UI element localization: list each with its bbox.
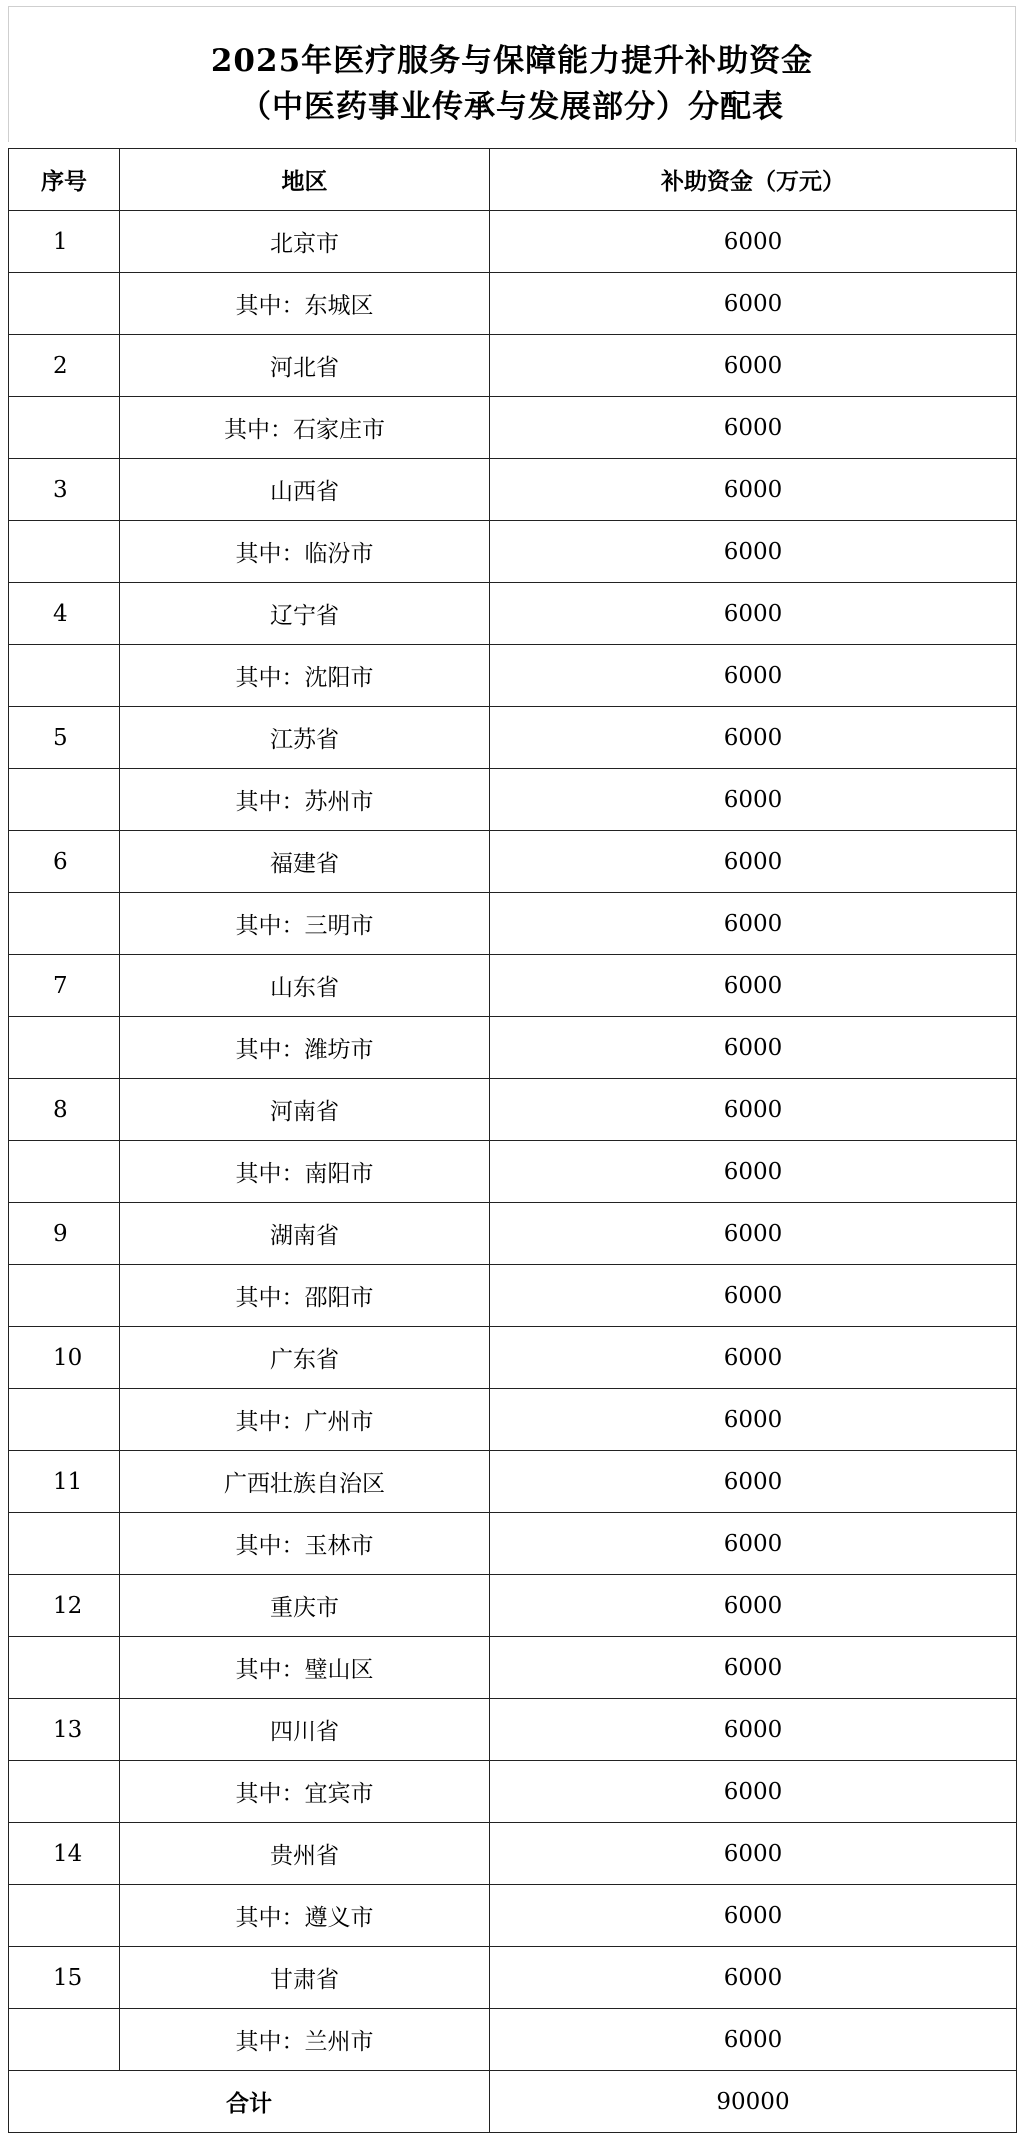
cell-serial-number — [9, 1017, 120, 1079]
cell-region: 其中：遵义市 — [120, 1885, 490, 1947]
cell-region: 江苏省 — [120, 707, 490, 769]
table-header-row — [9, 149, 1017, 211]
cell-serial-number: 9 — [9, 1203, 120, 1265]
table-row — [9, 955, 1017, 1017]
cell-subsidy-fund: 6000 — [490, 1265, 1017, 1327]
cell-region: 山西省 — [120, 459, 490, 521]
cell-serial-number: 2 — [9, 335, 120, 397]
cell-region: 广东省 — [120, 1327, 490, 1389]
cell-serial-number — [9, 645, 120, 707]
cell-subsidy-fund: 6000 — [490, 335, 1017, 397]
cell-serial-number: 7 — [9, 955, 120, 1017]
cell-region: 河北省 — [120, 335, 490, 397]
table-row — [9, 707, 1017, 769]
cell-subsidy-fund: 6000 — [490, 1885, 1017, 1947]
cell-subsidy-fund: 6000 — [490, 1017, 1017, 1079]
cell-serial-number — [9, 397, 120, 459]
table-row — [9, 397, 1017, 459]
cell-region: 辽宁省 — [120, 583, 490, 645]
table-row — [9, 1327, 1017, 1389]
cell-serial-number: 13 — [9, 1699, 120, 1761]
total-label: 合计 — [9, 2071, 490, 2133]
cell-serial-number: 12 — [9, 1575, 120, 1637]
cell-serial-number — [9, 1389, 120, 1451]
table-row — [9, 831, 1017, 893]
table-row — [9, 1451, 1017, 1513]
table-row — [9, 1141, 1017, 1203]
table-row — [9, 1761, 1017, 1823]
table-row — [9, 583, 1017, 645]
cell-region: 重庆市 — [120, 1575, 490, 1637]
total-fund: 90000 — [490, 2071, 1017, 2133]
table-row — [9, 1823, 1017, 1885]
table-row — [9, 1079, 1017, 1141]
cell-region: 甘肃省 — [120, 1947, 490, 2009]
cell-subsidy-fund: 6000 — [490, 955, 1017, 1017]
cell-subsidy-fund: 6000 — [490, 1947, 1017, 2009]
cell-serial-number — [9, 1141, 120, 1203]
cell-subsidy-fund: 6000 — [490, 583, 1017, 645]
cell-serial-number: 5 — [9, 707, 120, 769]
cell-subsidy-fund: 6000 — [490, 521, 1017, 583]
cell-subsidy-fund: 6000 — [490, 2009, 1017, 2071]
cell-region: 其中：宜宾市 — [120, 1761, 490, 1823]
cell-subsidy-fund: 6000 — [490, 1203, 1017, 1265]
cell-region: 福建省 — [120, 831, 490, 893]
cell-region: 其中：临汾市 — [120, 521, 490, 583]
cell-serial-number: 15 — [9, 1947, 120, 2009]
table-row — [9, 1947, 1017, 2009]
table-row — [9, 1265, 1017, 1327]
cell-subsidy-fund: 6000 — [490, 397, 1017, 459]
cell-subsidy-fund: 6000 — [490, 1761, 1017, 1823]
cell-serial-number — [9, 1513, 120, 1575]
cell-serial-number — [9, 769, 120, 831]
table-row — [9, 1017, 1017, 1079]
cell-serial-number — [9, 893, 120, 955]
header-region: 地区 — [120, 149, 490, 211]
cell-region: 其中：玉林市 — [120, 1513, 490, 1575]
table-row — [9, 1575, 1017, 1637]
header-serial-number: 序号 — [9, 149, 120, 211]
table-row — [9, 1389, 1017, 1451]
table-row — [9, 1885, 1017, 1947]
cell-region: 山东省 — [120, 955, 490, 1017]
cell-serial-number — [9, 2009, 120, 2071]
cell-region: 其中：广州市 — [120, 1389, 490, 1451]
cell-subsidy-fund: 6000 — [490, 211, 1017, 273]
cell-region: 其中：石家庄市 — [120, 397, 490, 459]
cell-serial-number — [9, 1761, 120, 1823]
cell-region: 北京市 — [120, 211, 490, 273]
cell-region: 贵州省 — [120, 1823, 490, 1885]
cell-subsidy-fund: 6000 — [490, 1637, 1017, 1699]
cell-region: 其中：东城区 — [120, 273, 490, 335]
cell-serial-number — [9, 521, 120, 583]
cell-subsidy-fund: 6000 — [490, 1823, 1017, 1885]
table-row — [9, 211, 1017, 273]
table-row — [9, 893, 1017, 955]
cell-subsidy-fund: 6000 — [490, 645, 1017, 707]
total-row — [9, 2071, 1017, 2133]
table-row — [9, 2009, 1017, 2071]
cell-region: 其中：苏州市 — [120, 769, 490, 831]
cell-serial-number — [9, 1265, 120, 1327]
table-row — [9, 459, 1017, 521]
cell-subsidy-fund: 6000 — [490, 769, 1017, 831]
title-block — [8, 6, 1016, 142]
table-row — [9, 1513, 1017, 1575]
cell-serial-number: 11 — [9, 1451, 120, 1513]
cell-serial-number: 1 — [9, 211, 120, 273]
cell-serial-number — [9, 273, 120, 335]
table-row — [9, 645, 1017, 707]
cell-region: 其中：潍坊市 — [120, 1017, 490, 1079]
cell-subsidy-fund: 6000 — [490, 1079, 1017, 1141]
cell-subsidy-fund: 6000 — [490, 1513, 1017, 1575]
document-title-line-1: 2025年医疗服务与保障能力提升补助资金 — [210, 43, 814, 79]
allocation-table — [8, 148, 1017, 2133]
cell-subsidy-fund: 6000 — [490, 459, 1017, 521]
cell-region: 其中：邵阳市 — [120, 1265, 490, 1327]
cell-serial-number — [9, 1885, 120, 1947]
cell-serial-number: 8 — [9, 1079, 120, 1141]
cell-region: 四川省 — [120, 1699, 490, 1761]
cell-region: 湖南省 — [120, 1203, 490, 1265]
table-row — [9, 273, 1017, 335]
table-row — [9, 769, 1017, 831]
cell-region: 其中：璧山区 — [120, 1637, 490, 1699]
cell-subsidy-fund: 6000 — [490, 707, 1017, 769]
cell-subsidy-fund: 6000 — [490, 1451, 1017, 1513]
table-row — [9, 1699, 1017, 1761]
cell-region: 广西壮族自治区 — [120, 1451, 490, 1513]
table-row — [9, 521, 1017, 583]
table-row — [9, 335, 1017, 397]
cell-subsidy-fund: 6000 — [490, 1699, 1017, 1761]
table-row — [9, 1637, 1017, 1699]
cell-serial-number: 14 — [9, 1823, 120, 1885]
cell-region: 其中：兰州市 — [120, 2009, 490, 2071]
cell-serial-number: 10 — [9, 1327, 120, 1389]
cell-subsidy-fund: 6000 — [490, 1389, 1017, 1451]
cell-subsidy-fund: 6000 — [490, 273, 1017, 335]
cell-subsidy-fund: 6000 — [490, 831, 1017, 893]
cell-subsidy-fund: 6000 — [490, 1327, 1017, 1389]
cell-region: 其中：南阳市 — [120, 1141, 490, 1203]
cell-serial-number: 4 — [9, 583, 120, 645]
cell-serial-number: 6 — [9, 831, 120, 893]
cell-region: 河南省 — [120, 1079, 490, 1141]
table-row — [9, 1203, 1017, 1265]
table-body — [9, 211, 1017, 2071]
cell-subsidy-fund: 6000 — [490, 1575, 1017, 1637]
cell-serial-number: 3 — [9, 459, 120, 521]
document-title-line-2: （中医药事业传承与发展部分）分配表 — [240, 89, 784, 125]
cell-region: 其中：三明市 — [120, 893, 490, 955]
header-subsidy-fund: 补助资金（万元） — [490, 149, 1017, 211]
cell-region: 其中：沈阳市 — [120, 645, 490, 707]
cell-subsidy-fund: 6000 — [490, 1141, 1017, 1203]
cell-subsidy-fund: 6000 — [490, 893, 1017, 955]
cell-serial-number — [9, 1637, 120, 1699]
